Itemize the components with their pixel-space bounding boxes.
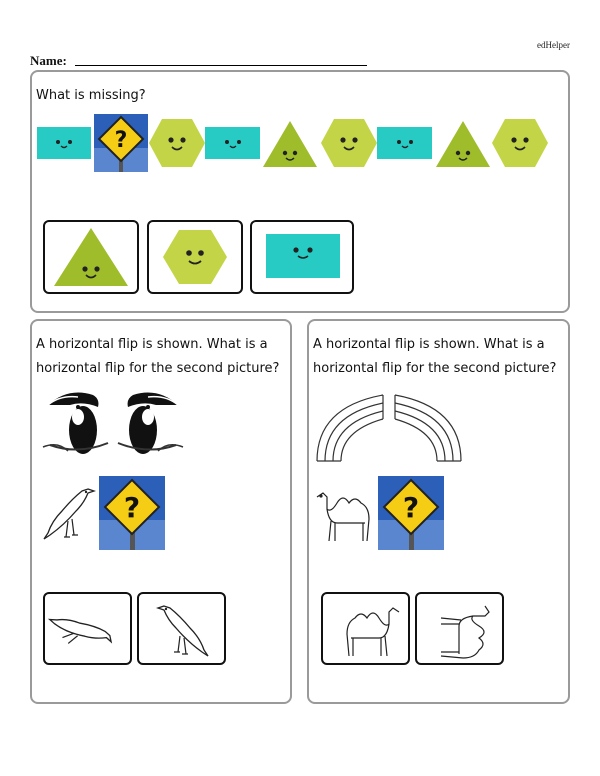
svg-text:?: ?: [402, 491, 420, 524]
problem-1-panel: [30, 70, 570, 313]
problem-2-prompt-line-1: A horizontal flip is shown. What is a: [36, 337, 268, 352]
question-sign-icon: [99, 476, 165, 550]
choice-camel-flipped[interactable]: [321, 592, 410, 665]
choice-hexagon[interactable]: [147, 220, 243, 294]
toucan-pair-icon: [38, 385, 188, 465]
problem-3-panel: [307, 319, 570, 704]
name-line: [75, 65, 367, 66]
camel-icon: [313, 483, 375, 543]
brand-label: edHelper: [537, 40, 570, 50]
pattern-triangle: [262, 120, 318, 168]
choice-bird-flipped[interactable]: [137, 592, 226, 665]
problem-2-panel: [30, 319, 292, 704]
rainbow-pair-icon: [313, 387, 465, 463]
problem-1-prompt: What is missing?: [36, 88, 146, 103]
problem-3-prompt-line-1: A horizontal flip is shown. What is a: [313, 337, 545, 352]
choice-camel-rotated[interactable]: [415, 592, 504, 665]
choice-triangle[interactable]: [43, 220, 139, 294]
pattern-rectangle: [205, 127, 260, 159]
question-sign-icon: [94, 114, 148, 172]
svg-text:?: ?: [114, 128, 128, 153]
pattern-hexagon: [148, 118, 206, 168]
bird-icon: [38, 481, 96, 543]
name-label: Name:: [30, 53, 67, 68]
pattern-hexagon: [491, 118, 549, 168]
pattern-rectangle: [377, 127, 432, 159]
pattern-rectangle: [37, 127, 91, 159]
svg-text:?: ?: [123, 491, 141, 524]
problem-3-prompt-line-2: horizontal flip for the second picture?: [313, 361, 557, 376]
pattern-triangle: [435, 120, 491, 168]
problem-2-prompt-line-2: horizontal flip for the second picture?: [36, 361, 280, 376]
choice-bird-rotated[interactable]: [43, 592, 132, 665]
choice-rectangle[interactable]: [250, 220, 354, 294]
question-sign-icon: [378, 476, 444, 550]
pattern-hexagon: [320, 118, 378, 168]
